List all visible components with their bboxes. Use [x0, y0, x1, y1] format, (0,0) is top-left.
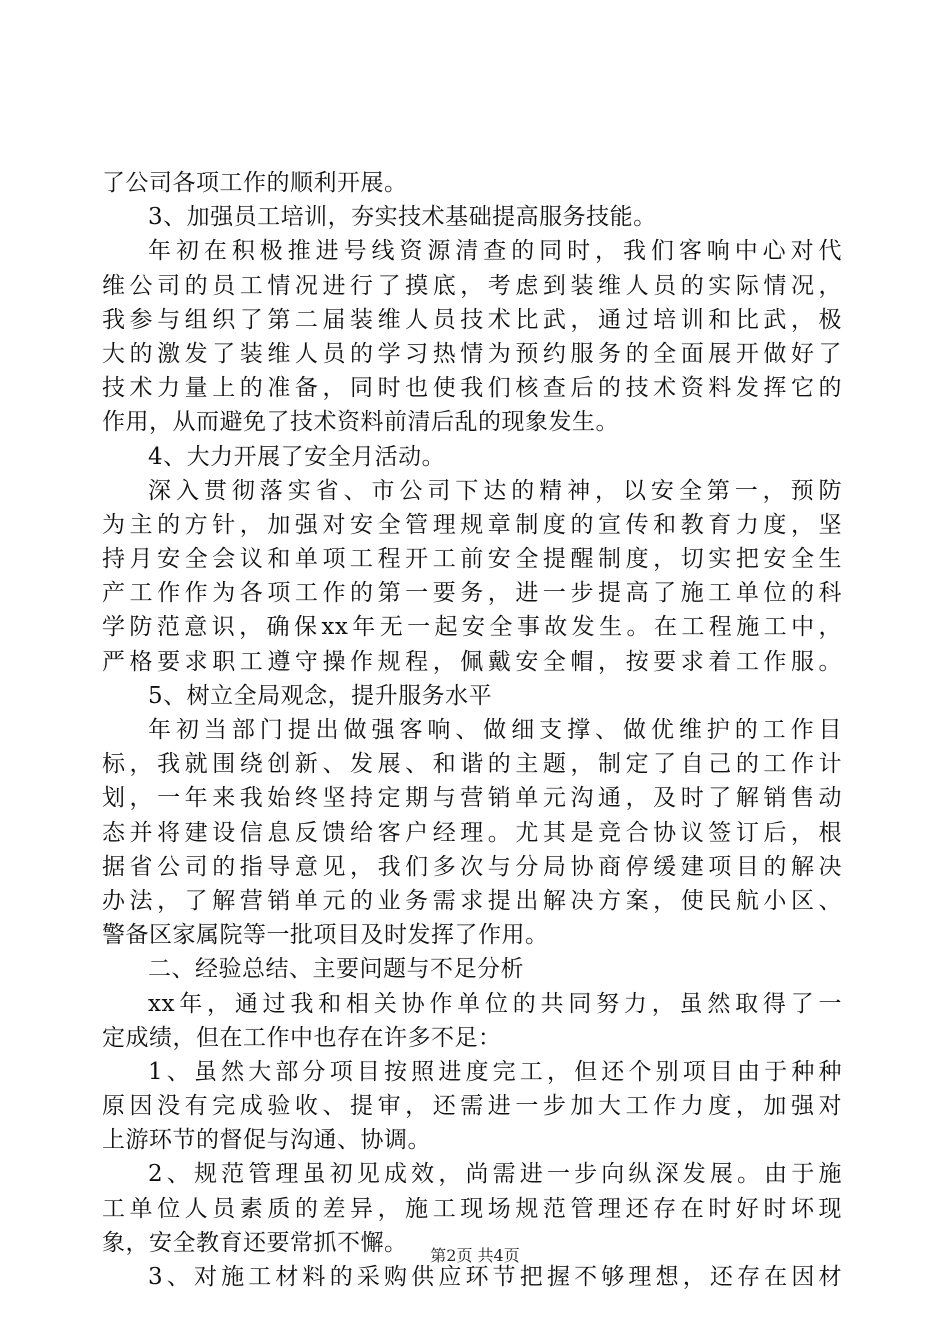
text-line: 工单位人员素质的差异，施工现场规范管理还存在时好时坏现 [102, 1195, 842, 1222]
text-line: 3、对施工材料的采购供应环节把握不够理想，还存在因材 [148, 1264, 842, 1290]
text-line: 1、虽然大部分项目按照进度完工，但还个别项目由于种种 [148, 1058, 842, 1085]
text-line: 持月安全会议和单项工程开工前安全提醒制度，切实把安全生 [102, 546, 842, 573]
text-line: 严格要求职工遵守操作规程，佩戴安全帽，按要求着工作服。 [102, 648, 842, 675]
text-line: 了公司各项工作的顺利开展。 [102, 170, 408, 196]
text-line: 维公司的员工情况进行了摸底，考虑到装维人员的实际情况， [102, 272, 842, 299]
text-line: 上游环节的督促与沟通、协调。 [102, 1127, 431, 1154]
text-line: 为主的方针，加强对安全管理规章制度的宣传和教育力度，坚 [102, 511, 842, 538]
text-line: 5、树立全局观念，提升服务水平 [148, 682, 493, 709]
text-line: 大的激发了装维人员的学习热情为预约服务的全面展开做好了 [102, 340, 842, 367]
text-line: 我参与组织了第二届装维人员技术比武，通过培训和比武，极 [102, 306, 842, 333]
text-line: 深入贯彻落实省、市公司下达的精神，以安全第一，预防 [148, 477, 842, 504]
text-line: 二、经验总结、主要问题与不足分析 [148, 956, 524, 983]
page-footer: 第2页 共4页 [430, 1246, 520, 1265]
text-line: 据省公司的指导意见，我们多次与分局协商停缓建项目的解决 [102, 853, 842, 880]
text-line: 4、大力开展了安全月活动。 [148, 443, 446, 470]
text-line: 象，安全教育还要常抓不懈。 [102, 1229, 408, 1256]
text-line: 学防范意识，确保xx年无一起安全事故发生。在工程施工中， [102, 614, 842, 641]
text-line: 年初当部门提出做强客响、做细支撑、做优维护的工作目 [148, 717, 842, 743]
text-line: 办法，了解营销单元的业务需求提出解决方案，使民航小区、 [102, 887, 842, 914]
text-line: 标，我就围绕创新、发展、和谐的主题，制定了自己的工作计 [102, 751, 842, 778]
text-line: 产工作作为各项工作的第一要务，进一步提高了施工单位的科 [102, 580, 842, 607]
text-line: 作用，从而避免了技术资料前清后乱的现象发生。 [102, 409, 619, 436]
text-line: 划，一年来我始终坚持定期与营销单元沟通，及时了解销售动 [102, 785, 842, 812]
text-line: xx年，通过我和相关协作单位的共同努力，虽然取得了一 [148, 990, 842, 1017]
text-line: 3、加强员工培训，夯实技术基础提高服务技能。 [148, 204, 657, 231]
text-line: 2、规范管理虽初见成效，尚需进一步向纵深发展。由于施 [148, 1161, 842, 1188]
text-line: 警备区家属院等一批项目及时发挥了作用。 [102, 922, 549, 949]
document-body [102, 166, 842, 1294]
text-line: 年初在积极推进号线资源清查的同时，我们客响中心对代 [148, 238, 842, 265]
text-line: 定成绩，但在工作中也存在许多不足： [102, 1024, 502, 1051]
text-line: 态并将建设信息反馈给客户经理。尤其是竞合协议签订后，根 [102, 819, 842, 846]
text-line: 技术力量上的准备，同时也使我们核查后的技术资料发挥它的 [102, 375, 842, 402]
text-line: 原因没有完成验收、提审，还需进一步加大工作力度，加强对 [102, 1093, 842, 1120]
